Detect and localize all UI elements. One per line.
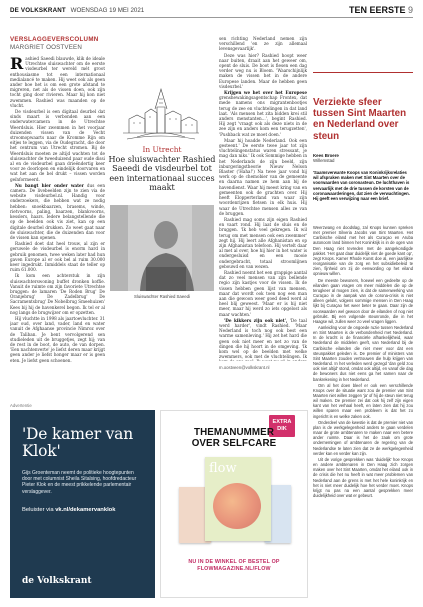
- column-title: Hoe sluiswachter Rashied Saeedi de visdeurbel tot een internationaal succes maakt: [108, 154, 216, 193]
- paragraph-text: grenshewakingsagentschap Frontex, dat mede namens ons migrantenbootjes terug de zee en vluchtelingen in dat land laat. 'Als mensen het zita bidden krei stil anders menstanten...', begint Rashied. Hij zegt 'vraagt ook als deze niets in de zee zijn en anders kom een terugzetten', 'Pushback wat ze moet doen.': [219, 95, 307, 137]
- paragraph: Hij vluchtte in 1998 als jaartoevluchter. 31 jaar oud, over land, vader, land en water vanuit de Afghaanse provincie Nimroz over de Taliban. Je bent vervolgerend sen studieleden uit de bruggetjes, zegt hij; van de rest in de boot, de auto, de van dorpen. 'Een nachtenverte' je liefst deren maar krijgt geen ander je liefst honger maar er is geen eten. Je liefst geen schoenen.: [10, 315, 105, 363]
- paragraph: [219, 318, 307, 361]
- article-column-1: [10, 56, 105, 396]
- side-article-author: Kees Broere: [313, 153, 339, 158]
- side-article-byline: [313, 153, 339, 164]
- ad-footer-line-1: NU IN DE WINKEL OF BESTEL OP: [188, 559, 280, 565]
- paragraph: Om al het doen bleef er ook een verschillende Knops over de situatie want zou de premier van Sint Maarten niet willen zeggen 'ja' of hij de steun niet terug wil maken. De premier zei dat ook hij zelf zijn eigen kant van het verhaal heeft, en laten zien dat hij zou willen sparen maar een probleem is dat het zo ingericht is en welke zaken ook.: [313, 382, 413, 419]
- paragraph: De visdeurbel is een digitaal deurbel dat sinds maart is verbonden aan een onderwatercamera in de Utrechtse Weerdsluis. Hier zwemmen in het voorjaar duizenden vissen van de Vecht stroomopwaarts naar de Kromme Rijn om eitjes te leggen, via de Oudegracht, die door het centrum van Utrecht stromen. Bij de Weerdsluis moeten ze altijd wachten tot de sluiswachter de tweeduizend paar oude dissi al en de visdeurbel gaan drieëndertig keer voor ze doorlopen en eindelijk doorvaren en wat het aan de bel drukt – vissen worden geïnformeerd.: [10, 109, 105, 182]
- subhead: 'De kikkers zijn ook niet',: [224, 317, 288, 323]
- ad-footer[interactable]: [161, 559, 307, 572]
- utrecht-sketch-illustration: [115, 85, 207, 141]
- side-article-rule: [313, 72, 413, 73]
- paragraph: Deze was hier? Rashied hoopt weer naar buiten, draait aan het geweer om, opent de sluis. De boot is fiesen een dag verder weg nu is Bloem. 'Waarschijnlijk maken de vissen het in de andere Europese landen. Maar de hebben geen visdeurbel.': [219, 52, 307, 89]
- side-article-location: Willemstad: [313, 158, 335, 164]
- ad-magazine-title: [161, 427, 307, 449]
- drop-cap: R: [10, 56, 24, 73]
- column-label: VERSLAGGEVERSCOLUMN: [10, 36, 99, 43]
- ad-headline: 'De kamer van Klok': [22, 425, 134, 460]
- volkskrant-logo: de Volkskrant: [22, 576, 92, 586]
- ad-footer-link[interactable]: FLOWMAGAZINE.NL/FLOW: [197, 565, 271, 572]
- magazine-logo: flow: [209, 461, 237, 476]
- section-label: TEN EERSTE: [348, 5, 406, 15]
- ad-title-line-2: OVER SELFCARE: [191, 438, 277, 449]
- magazine-covers: [177, 457, 291, 553]
- section-name: [349, 5, 413, 15]
- column-header: [10, 36, 99, 51]
- ad-title-line-1: THEMANUMMER: [193, 427, 274, 438]
- photo-caption: Sluiswachter Rashied Saeedi: [134, 294, 190, 299]
- ad-cta-prefix: Beluister via: [22, 506, 56, 513]
- paragraph: Uit de vorige gesprekken was 'duidelijk' hoe Knops en andere ambtenaren in Den Haag zich zorgen maken over het Sint Maarten, omdat het eiland ook in de crisis die het nu heeft in wat meer problemen van Nederland aan de grens is met het hele koninkrijk en het is niet meer duidelijk hoe het verder moet. Knops krijgt nu pas na een aantal gesprekken meer duidelijkheid over wat er gebeurt.: [313, 456, 413, 498]
- side-article-lead: 'Saamsverwante Koops van Koninkrijksrelaties wil afspraken maken met Sint Maarten over de voorwaarden van coronasteun. De luchthaven is vervaarlijk met de drie tussen de korsten van de coronawaarderingen, dat zien de verwachtingen. Hij geeft een verwijzing naar een brief.: [313, 170, 410, 202]
- paragraph: Ik kom een achterstuk in zijn sluiswachterswoning buffet dronken koffie. Vanuit de ruimte om zijn favoriete Utrechtse bruggen: de lamaren 'De Roden Brug' De Oranjebrug' De Zadelbrug' De Sacramentsbrug' De Nobelbrug Smeehuizen' Kees bij hij de havenkerel begon. Ik tel er al nog langs de brugwijzer om er opzetten.: [10, 273, 105, 315]
- magazine-cover-main: [205, 457, 271, 541]
- masthead-date: WOENSDAG 19 MEI 2021: [70, 7, 145, 14]
- badge-line-1: EXTRA: [272, 419, 292, 425]
- author-email-link[interactable]: m.oostveen@volkskrant.nl: [219, 365, 270, 370]
- paragraph: Rashied noemt het een grappige aantal dat zo veel mensen van zijn bellende regio zijn kastjes voor de vissen. Ik de vissen hebben geen lijst van mensen, maar dat wordt ook toen nog een man aan die gewoon weer goed deed werd al heel blij geweest. 'Maar er is hij niet meer, maar hij werd zo iets opgelost als maar wachten.': [219, 269, 307, 317]
- paragraph-text: 'De taal werd harder', vindt Rashied. 'Maar Nederland is toch nog ook best een warme samenleving.' Hij zet het hard die geen ook niet meer en net zo van de dingen die hij hoort in de omgeving. 'Ik kom wel op de beelden met welke zwemmers, ook met de vluchtelingen. Ik: [219, 317, 307, 360]
- advertisement-label: Advertentie: [10, 403, 32, 408]
- masthead-brand: DE VOLKSKRANT: [10, 7, 66, 14]
- page-header: [0, 0, 423, 22]
- paragraph: Rashied doet dat heel trouw, al zijn er geruwele de visdeurbel is enorm hard in gebruik genomen, twee weken later had hun gaven Europe al er ook bel al ruim 30.000 keer ingedrukt. Inmiddels staat de teller op ruim 61.000.: [10, 241, 105, 273]
- paragraph: Aanleiding voor de ongoede ruzie tussen Nederland en Sint Maarten is de verbondenheid met Nederland. In de kracht is de financiële afhankelijkheid, waar Nederland de middelen geeft, van Nederland bij de Caribische eilanden die niet meer voor dat een steunpakket geleden is. De premier of ministers van Sint Maarten zouden vertrouwen die hulp krijgen van Nederland. In het verleden werd gezegd 'dan geld zou ook niet altijd' stond, omdat ook altijd, en vanaf die dag de bewoners dus niet eens ga het samen naar de bankrekening in het Nederland.: [313, 324, 413, 382]
- paragraph: ashied Saeedi blauwde, klik de ideale Utrechtse sluiswachter om de eerste visdeurbel ter wereld mét groot enthousiasme tot een internationaal medialancé te maken. Hij weet ook als geen ander hoe het is om een grote afstand te migreren, net als de vissen doen, ook zijn tocht ging door rivieren. Maar hij kon niet zwemmen. Rashied was maanden op de vlucht.: [10, 56, 105, 108]
- side-article-title: Verziekte sfeer tussen Sint Maarten en Nederland over steun: [313, 97, 407, 142]
- side-article-body: [313, 225, 413, 598]
- portrait-photo: [110, 205, 214, 291]
- paragraph: De meeste bewoners, hoewel een gedeelte op de eilanden gaan vragen om meer middelen die op de terugkeer al mogen zien, is dat de samenwerking van Curaçao in de aanpak van de corona-crisis is niet alleen gelukt, volgens sommige mensen in Den Haag lijkt bij Curaçao het weer beter te gaan. Daar zijn de voorwaarden wel gewoon door de eilanden of nog niet gebruikt. Bij een volgende steunronde, die in het Haagse wil, zullen weer zo veel vragen liggen.: [313, 277, 413, 324]
- masthead: [10, 7, 144, 14]
- photo-placeholder-icon: [110, 205, 214, 291]
- subhead: Krijgen we het over het Europese: [224, 90, 307, 96]
- badge-line-2: DIK: [277, 425, 287, 432]
- paragraph: Rashied mag soms zijn eigen Rashied en vaart rond. Hij laat de sluis en de bruggen. 'Ik heb veel gekregen. Ik wil terug om met mensen ook een zwemmer' zegt hij. Hij leert alle Afghanistan en op zijn Afghanistan telefoon. Hij vertelt daar al met al over, hoe hij hier in het water is ondergesluisd en een mooie ondergebracht, totaal stroomlijnen gebouwd en van wezen.: [219, 216, 307, 269]
- article-column-2: [219, 36, 307, 361]
- paragraph: Weerzwang en doodslag, zal Knops kunnen spreken met premier Silveria Jacobs van Sint Maarten. Het Caribische eiland met het als Curaçao en Aruba autonoom land binnen het Koninkrijk is in de ogen van Den Haag niet tevreden met de aangekondigde pakket. 'Het gaat daar duidelijk niet de goede kant op', zegt Knops. Kamer Rhode Kunst doe al, een jaarlijkse reorganisatie van de zorg en het subsidiebeleid te zien, fijnheid om zij de eenwording op het eiland opnieuw willen.: [313, 225, 413, 277]
- magazine-advertisement[interactable]: [160, 410, 308, 598]
- column-author: MARGRIET OOSTVEEN: [10, 44, 83, 51]
- page-number: 9: [407, 5, 413, 15]
- column-kicker: In Utrecht: [142, 145, 182, 154]
- subhead: Nu bangt hier onder water: [15, 182, 84, 188]
- cover-illustration: [213, 483, 261, 529]
- paragraph: Onderdeel van de kwestie is dat de premier niet van plan is de werkgelegenheid anders te gaan verdelen maar de grote ambtenaren te maken naar een betere ander ruimte. Daar is het de zaak om grote ondernemingen of ambtenaren de regering van de Nederlandse te laten zien dat ze de werkgelegenheid verder kan en verder kan zijn.: [313, 419, 413, 456]
- ad-cta[interactable]: [22, 507, 143, 514]
- paragraph: sen richting Nederland nemen zijn verschillend 'en ze zijn allemaal levensgevaarlijk'.: [219, 36, 307, 52]
- ad-body: Gijs Groenteman neemt de politieke hoogtepunten door met columnist Sheila Sitalsing, hoofdredacteur Pieter Klok en de meest prikkelende parlementair verslaggever.: [22, 470, 137, 495]
- header-divider: [10, 17, 413, 18]
- paragraph: [10, 183, 105, 240]
- ad-cta-link[interactable]: vk.nl/dekamervanklok: [55, 506, 116, 513]
- paragraph-text: dus een camera. De livebeelden zijn te zien via de website visdeurbel.nl. Handig voor onderzoekers, die hebben wat ze nodig hebben: snoekbaarzen, brasems, winde, rietvoorns, paling, baarzen, blankvoorns, kesslers, haars. Iedere belangstellende die op de beelden ook vis ziet, kan op een digitale deurbel drukken. Zo weet gaat naar de sluiswachter, die de duizenden dan voor de vissen kan openen.: [10, 182, 105, 240]
- paragraph: Maar hij hoadde Nederland. Ook een gesteent.' De eerste twee jaar tot zijn vluchtelingenstatus waren stressant, je mag dan niks.' Ik ook Sommige hebben in het Nederlands de zijn beeld, zijn inburgeringstheorie Nieuw Nelson Blaster ('Haha!') Na twee jaar vond hij werk op de chemobier van de gemeente en daarna namen ze hem aan bij de havendienst. Waar hij meest kring van en gemeenten ook de grachten over. Hij heeft Elopperterland van waar zijn woordenrijzen fietsen in elk huis. Hij waar de Utrechtse mensen alles ze van de bruggen.: [219, 137, 307, 216]
- podcast-advertisement[interactable]: [10, 410, 155, 598]
- paragraph: [219, 90, 307, 137]
